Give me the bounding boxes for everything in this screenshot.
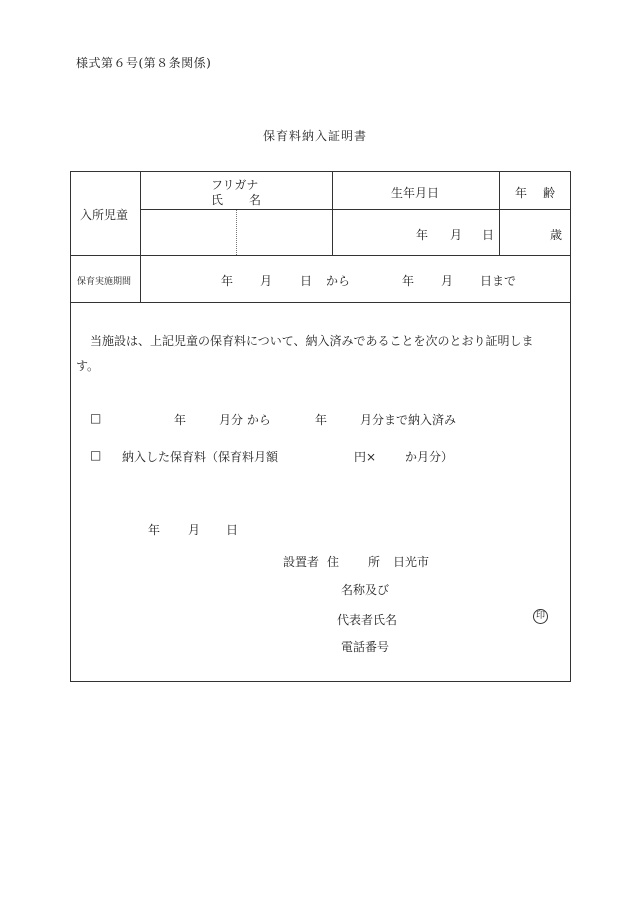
row-divider bbox=[71, 255, 570, 256]
statement-line-2: す。 bbox=[76, 359, 100, 373]
name-label-2: 名 bbox=[249, 193, 262, 207]
statement-line-1: 当施設は、上記児童の保育料について、納入済みであることを次のとおり証明しま bbox=[90, 334, 534, 348]
date-month: 月 bbox=[188, 523, 201, 537]
option-2-checkbox[interactable]: □ bbox=[90, 448, 102, 462]
seal-icon: 印 bbox=[533, 609, 548, 624]
option-1-month-end: 月分まで納入済み bbox=[360, 413, 457, 427]
column-divider bbox=[332, 172, 333, 255]
option-1-checkbox[interactable]: □ bbox=[90, 411, 102, 425]
age-header-1: 年 bbox=[515, 186, 528, 200]
form-number: 様式第６号(第８条関係) bbox=[76, 56, 212, 70]
name-split-divider bbox=[236, 210, 237, 255]
period-end-month: 月 bbox=[441, 274, 454, 288]
furigana-label: フリガナ bbox=[211, 178, 259, 192]
option-1-year-start: 年 bbox=[174, 413, 187, 427]
column-divider bbox=[499, 172, 500, 255]
option-1-year-end: 年 bbox=[315, 413, 328, 427]
period-end-year: 年 bbox=[402, 274, 415, 288]
row-divider bbox=[71, 302, 570, 303]
period-label: 保育実施期間 bbox=[77, 277, 132, 287]
representative-label: 代表者氏名 bbox=[337, 613, 398, 627]
period-start-day: 日 bbox=[300, 274, 313, 288]
column-divider bbox=[140, 172, 141, 302]
period-start-month: 月 bbox=[260, 274, 273, 288]
date-year: 年 bbox=[148, 523, 161, 537]
age-header-2: 齢 bbox=[543, 186, 556, 200]
age-unit: 歳 bbox=[550, 228, 563, 242]
period-end-day: 日まで bbox=[480, 274, 517, 288]
establisher-label: 設置者 bbox=[283, 555, 320, 569]
address-label-2: 所 bbox=[368, 555, 381, 569]
name-label: 名称及び bbox=[341, 583, 390, 597]
birth-year-unit: 年 bbox=[416, 228, 429, 242]
period-start-year: 年 bbox=[221, 274, 234, 288]
certificate-form bbox=[70, 171, 571, 682]
option-2-yen: 円× bbox=[354, 450, 377, 464]
row-divider bbox=[141, 209, 570, 210]
document-title: 保育料納入証明書 bbox=[262, 129, 367, 143]
child-label: 入所児童 bbox=[80, 208, 129, 222]
option-1-month-start: 月分 から bbox=[219, 413, 271, 427]
date-day: 日 bbox=[226, 523, 239, 537]
birth-month-unit: 月 bbox=[450, 228, 463, 242]
period-from: から bbox=[326, 274, 351, 288]
phone-label: 電話番号 bbox=[341, 640, 390, 654]
birth-day-unit: 日 bbox=[482, 228, 495, 242]
option-2-months: か月分） bbox=[405, 450, 454, 464]
address-value: 日光市 bbox=[393, 555, 430, 569]
name-label-1: 氏 bbox=[211, 193, 224, 207]
birthdate-header: 生年月日 bbox=[391, 186, 440, 200]
address-label-1: 住 bbox=[327, 555, 340, 569]
option-2-text: 納入した保育料（保育料月額 bbox=[122, 450, 279, 464]
